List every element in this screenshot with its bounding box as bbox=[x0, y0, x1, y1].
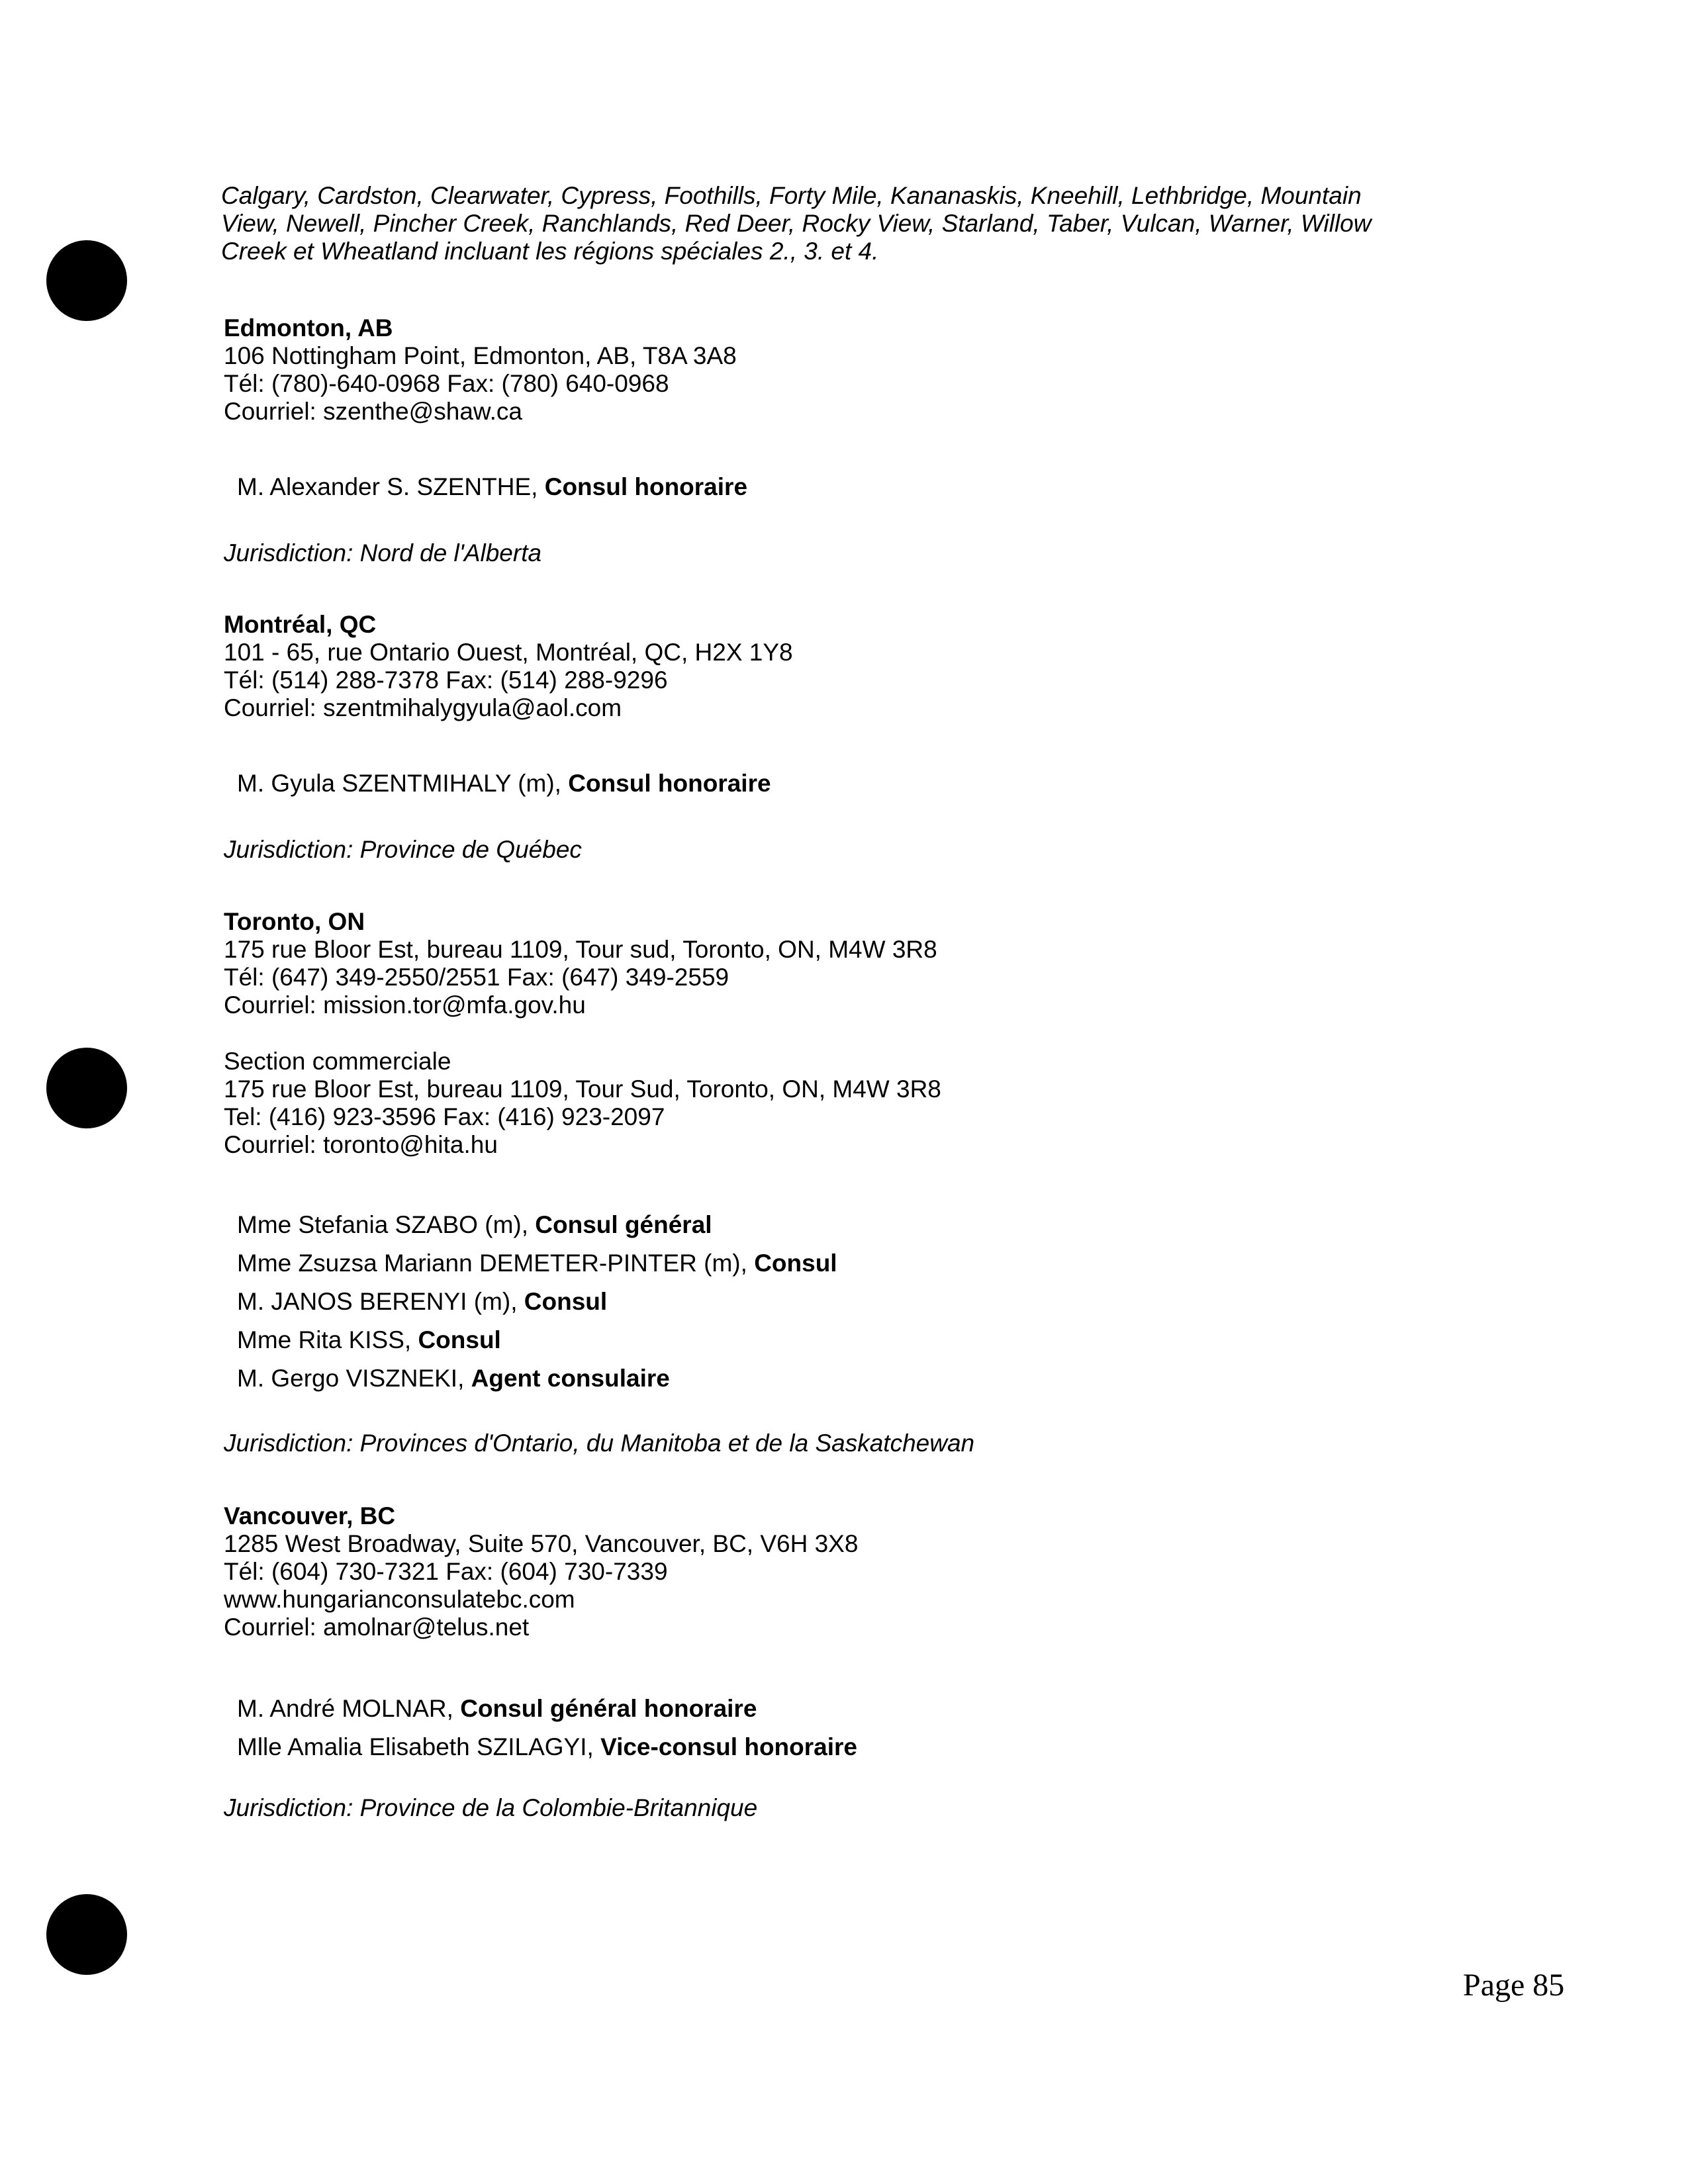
officials-vancouver bbox=[237, 1690, 857, 1766]
address: 175 rue Bloor Est, bureau 1109, Tour Sud, Toronto, ON, M4W 3R8 bbox=[224, 1075, 941, 1103]
official bbox=[237, 1244, 837, 1283]
official-role: Consul honoraire bbox=[568, 770, 771, 797]
official bbox=[237, 1690, 857, 1728]
address: 101 - 65, rue Ontario Ouest, Montréal, QC, H2X 1Y8 bbox=[224, 639, 793, 666]
intro-line: Calgary, Cardston, Clearwater, Cypress, Foothills, Forty Mile, Kananaskis, Kneehill, Lethbridge, Mountain bbox=[221, 182, 1362, 209]
section-title: Montréal, QC bbox=[224, 611, 377, 638]
officials-edmonton bbox=[237, 473, 747, 501]
consulate-toronto bbox=[224, 908, 937, 1019]
jurisdiction-toronto: Jurisdiction: Provinces d'Ontario, du Manitoba et de la Saskatchewan bbox=[224, 1430, 975, 1457]
official-role: Consul général bbox=[535, 1211, 712, 1238]
phone-fax: Tél: (647) 349-2550/2551 Fax: (647) 349-2559 bbox=[224, 964, 729, 991]
official bbox=[237, 1728, 857, 1766]
official-role: Consul bbox=[754, 1250, 837, 1277]
punch-hole-top bbox=[46, 240, 127, 321]
officials-toronto bbox=[237, 1206, 837, 1398]
official-role: Consul honoraire bbox=[544, 473, 748, 500]
official-name: M. Alexander S. SZENTHE, bbox=[237, 473, 545, 500]
official bbox=[237, 1359, 837, 1398]
official bbox=[237, 1283, 837, 1321]
phone-fax: Tél: (604) 730-7321 Fax: (604) 730-7339 bbox=[224, 1558, 668, 1585]
section-subtitle: Section commerciale bbox=[224, 1048, 451, 1075]
phone-fax: Tél: (514) 288-7378 Fax: (514) 288-9296 bbox=[224, 666, 668, 694]
official-name: Mme Stefania SZABO (m), bbox=[237, 1211, 536, 1238]
official-name: M. Gyula SZENTMIHALY (m), bbox=[237, 770, 569, 797]
official-name: M. Gergo VISZNEKI, bbox=[237, 1365, 471, 1392]
official-name: Mme Rita KISS, bbox=[237, 1326, 418, 1353]
toronto-commercial-section bbox=[224, 1048, 941, 1159]
official bbox=[237, 770, 771, 797]
official-name: Mlle Amalia Elisabeth SZILAGYI, bbox=[237, 1733, 601, 1760]
official-role: Consul bbox=[418, 1326, 501, 1353]
consulate-vancouver bbox=[224, 1502, 858, 1641]
official bbox=[237, 473, 747, 501]
officials-montreal bbox=[237, 770, 771, 797]
address: 175 rue Bloor Est, bureau 1109, Tour sud, Toronto, ON, M4W 3R8 bbox=[224, 936, 937, 963]
official-role: Consul général honoraire bbox=[460, 1695, 757, 1722]
email: Courriel: szentmihalygyula@aol.com bbox=[224, 694, 622, 721]
email: Courriel: toronto@hita.hu bbox=[224, 1131, 498, 1158]
official-name: M. JANOS BERENYI (m), bbox=[237, 1288, 524, 1315]
section-title: Edmonton, AB bbox=[224, 314, 393, 341]
official-name: Mme Zsuzsa Mariann DEMETER-PINTER (m), bbox=[237, 1250, 755, 1277]
intro-line: View, Newell, Pincher Creek, Ranchlands, Red Deer, Rocky View, Starland, Taber, Vulcan, Warner, Willow bbox=[221, 210, 1372, 237]
punch-hole-bottom bbox=[46, 1894, 127, 1975]
jurisdiction-montreal: Jurisdiction: Province de Québec bbox=[224, 836, 582, 863]
intro-jurisdiction-list bbox=[221, 182, 1371, 265]
official bbox=[237, 1206, 837, 1244]
email: Courriel: szenthe@shaw.ca bbox=[224, 398, 522, 425]
official-name: M. André MOLNAR, bbox=[237, 1695, 461, 1722]
email: Courriel: mission.tor@mfa.gov.hu bbox=[224, 991, 586, 1019]
jurisdiction-edmonton: Jurisdiction: Nord de l'Alberta bbox=[224, 539, 542, 567]
phone-fax: Tél: (780)-640-0968 Fax: (780) 640-0968 bbox=[224, 370, 669, 397]
address: 1285 West Broadway, Suite 570, Vancouver, BC, V6H 3X8 bbox=[224, 1530, 859, 1557]
section-title: Vancouver, BC bbox=[224, 1502, 396, 1529]
website: www.hungarianconsulatebc.com bbox=[224, 1586, 575, 1613]
punch-hole-middle bbox=[46, 1048, 127, 1128]
phone-fax: Tel: (416) 923-3596 Fax: (416) 923-2097 bbox=[224, 1103, 665, 1130]
jurisdiction-vancouver: Jurisdiction: Province de la Colombie-Britannique bbox=[224, 1794, 758, 1821]
consulate-edmonton bbox=[224, 314, 737, 426]
address: 106 Nottingham Point, Edmonton, AB, T8A 3A8 bbox=[224, 342, 737, 369]
section-title: Toronto, ON bbox=[224, 908, 365, 935]
email: Courriel: amolnar@telus.net bbox=[224, 1614, 530, 1641]
official bbox=[237, 1321, 837, 1359]
intro-line: Creek et Wheatland incluant les régions spéciales 2., 3. et 4. bbox=[221, 238, 879, 265]
consulate-montreal bbox=[224, 611, 793, 722]
official-role: Vice-consul honoraire bbox=[600, 1733, 857, 1760]
official-role: Agent consulaire bbox=[471, 1365, 670, 1392]
page-number: Page 85 bbox=[1463, 1968, 1565, 2003]
official-role: Consul bbox=[524, 1288, 608, 1315]
